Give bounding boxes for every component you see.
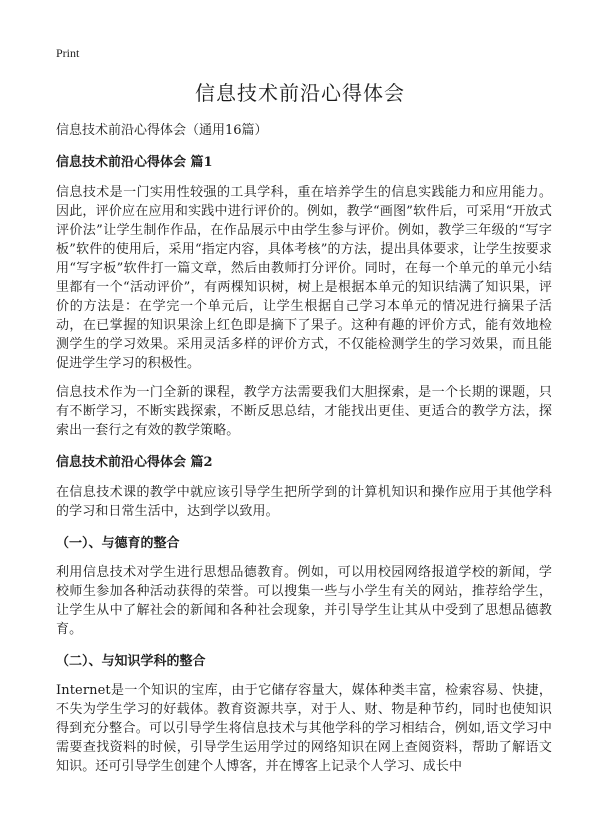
document-content — [56, 121, 552, 786]
document-subtitle: 信息技术前沿心得体会（通用16篇） — [56, 123, 268, 138]
subsection-heading-moral: （一）、与德育的整合 — [56, 536, 180, 551]
paragraph: 信息技术是一门实用性较强的工具学科，重在培养学生的信息实践能力和应用能力。因此，评价应在应用和实践中进行评价的。例如，教学“画图”软件后，可采用“开放式评价法”让学生制作作品，在作品展示中由学生参与评价。例如，教学三年级的“写字板”软件的使用后，采用“指定内容，具体考核”的方法，提出具体要求，让学生按要求用“写字板”软件打一篇文章，然后由教师打分评价。同时，在每一个单元的单元小结里都有一个“活动评价”，有两棵知识树，树上是根据本单元的知识结满了知识果，评价的方法是：在学完一个单元后，让学生根据自己学习本单元的情况进行摘果子活动，在已掌握的知识果涂上红色即是摘下了果子。这种有趣的评价方式，能有效地检测学生的学习效果。采用灵活多样的评价方式，不仅能检测学生的学习效果，而且能促进学生学习的积极性。 — [56, 185, 552, 371]
section-heading-1: 信息技术前沿心得体会 篇1 — [56, 155, 213, 170]
subsection-heading-knowledge: （二）、与知识学科的整合 — [56, 654, 206, 669]
section-heading-2: 信息技术前沿心得体会 篇2 — [56, 455, 213, 470]
paragraph: 信息技术作为一门全新的课程，教学方法需要我们大胆探索，是一个长期的课题，只有不断学习，不断实践探索，不断反思总结，才能找出更佳、更适合的教学方法，探索出一套行之有效的教学策略。 — [56, 385, 552, 438]
paragraph: 利用信息技术对学生进行思想品德教育。例如，可以用校园网络报道学校的新闻，学校师生参加各种活动获得的荣誉。可以搜集一些与小学生有关的网站，推荐给学生，让学生从中了解社会的新闻和各种社会现象，并引导学生让其从中受到了思想品德教育。 — [56, 565, 552, 637]
paragraph: Internet是一个知识的宝库，由于它储存容量大，媒体种类丰富，检索容易、快捷，不失为学生学习的好载体。教育资源共享，对于人、财、物是种节约，同时也使知识得到充分整合。可以引导学生将信息技术与其他学科的学习相结合，例如,语文学习中需要查找资料的时候，引导学生运用学过的网络知识在网上查阅资料，帮助了解语文知识。还可引导学生创建个人博客，并在博客上记录个人学习、成长中 — [56, 683, 552, 774]
paragraph: 在信息技术课的教学中就应该引导学生把所学到的计算机知识和操作应用于其他学科的学习和日常生活中，达到学以致用。 — [56, 485, 552, 519]
page-title: 信息技术前沿心得体会 — [195, 81, 405, 105]
print-link[interactable]: Print — [56, 46, 80, 60]
